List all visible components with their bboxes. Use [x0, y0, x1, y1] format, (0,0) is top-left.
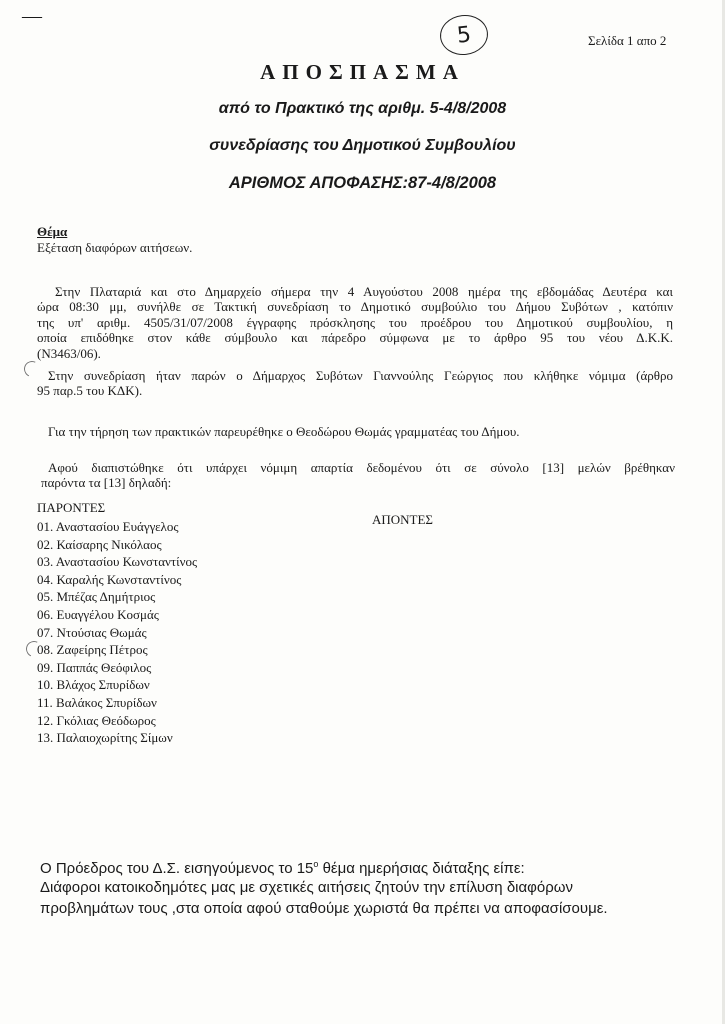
secretary-paragraph: Για την τήρηση των πρακτικών παρευρέθηκε ο Θεοδώρου Θωμάς γραμματέας του Δήμου. [48, 424, 520, 439]
council-session: συνεδρίασης του Δημοτικού Συμβουλίου [209, 137, 516, 154]
subject-text: Εξέταση διαφόρων αιτήσεων. [37, 240, 193, 255]
list-item: 12. Γκόλιας Θεόδωρος [37, 712, 156, 728]
session-line-2: ώρα 08:30 μμ, συνήλθε σε Τακτική συνεδρίαση το Δημοτικό συμβούλιο του Δήμου Συβότων , κατόπιν [37, 299, 673, 315]
session-line-1: Στην Πλαταριά και στο Δημαρχείο σήμερα την 4 Αυγούστου 2008 ημέρα της εβδομάδας Δευτέρα και [55, 284, 673, 299]
list-item: 03. Αναστασίου Κωνσταντίνος [37, 554, 198, 570]
list-item: 10. Βλάχος Σπυρίδων [37, 677, 150, 693]
list-item: 01. Αναστασίου Ευάγγελος [37, 519, 179, 534]
present-members-list [37, 518, 197, 747]
absent-heading: ΑΠΟΝΤΕΣ [372, 512, 434, 527]
list-item: 02. Καίσαρης Νικόλαος [37, 536, 162, 552]
session-line-4: οποία επιδόθηκε στον κάθε σύμβουλο και πάρεδρο σύμφωνα με το άρθρο 95 του νέου Δ.Κ.Κ. [37, 330, 673, 346]
session-line-3: της υπ' αριθμ. 4505/31/07/2008 έγγραφης πρόσκλησης του προέδρου του Δημοτικού συμβουλίου, η [37, 314, 673, 330]
closing-line-3: προβλημάτων τους ,στα οποία αφού σταθούμε χωριστά θα πρέπει να αποφασίσουμε. [40, 900, 608, 917]
handwritten-circled-number [438, 13, 490, 58]
page-number: Σελίδα 1 απο 2 [588, 33, 667, 48]
mayor-paragraph [37, 368, 673, 399]
list-item: 13. Παλαιοχωρίτης Σίμων [37, 730, 173, 746]
present-heading: ΠΑΡΟΝΤΕΣ [37, 500, 106, 515]
list-item: 06. Ευαγγέλου Κοσμάς [37, 606, 159, 622]
document-title: ΑΠΟΣΠΑΣΜΑ [260, 60, 465, 84]
closing-line-2: Διάφοροι κατοικοδημότες μας με σχετικές αιτήσεις ζητούν την επίλυση διαφόρων [40, 879, 573, 896]
decision-number: ΑΡΙΘΜΟΣ ΑΠΟΦΑΣΗΣ:87-4/8/2008 [228, 174, 497, 192]
ordinal-superscript: ο [313, 859, 319, 869]
subject-label: Θέμα [37, 224, 68, 239]
session-paragraph [37, 284, 673, 361]
list-item: 04. Καραλής Κωνσταντίνος [37, 571, 182, 587]
chairman-statement [40, 854, 525, 879]
list-item: 11. Βαλάκος Σπυρίδων [37, 694, 157, 710]
list-item: 05. Μπέζας Δημήτριος [37, 589, 156, 605]
handwritten-number-text: 5 [455, 21, 473, 49]
quorum-paragraph [41, 460, 675, 491]
mayor-line-2: 95 παρ.5 του ΚΔΚ). [37, 383, 143, 399]
list-item: 07. Ντούσιας Θωμάς [37, 624, 147, 640]
minutes-reference: από το Πρακτικό της αριθμ. 5-4/8/2008 [218, 100, 507, 117]
session-line-5: (Ν3463/06). [37, 345, 101, 361]
list-item: 08. Ζαφείρης Πέτρος [37, 642, 148, 658]
mayor-line-1: Στην συνεδρίαση ήταν παρών ο Δήμαρχος Συβότων Γιαννούλης Γεώργιος που κλήθηκε νόμιμα (άρθρο [48, 368, 673, 383]
list-item: 09. Παππάς Θεόφιλος [37, 659, 152, 675]
quorum-line-1: Αφού διαπιστώθηκε ότι υπάρχει νόμιμη απαρτία δεδομένου ότι σε σύνολο [13] μελών βρέθηκαν [48, 460, 675, 475]
corner-pen-mark: — [22, 5, 42, 27]
chairman-statement-start: Ο Πρόεδρος του Δ.Σ. εισηγούμενος το 15 [40, 860, 314, 877]
chairman-statement-end: θέμα ημερήσιας διάταξης είπε: [318, 860, 525, 877]
quorum-line-2: παρόντα τα [13] δηλαδή: [41, 475, 172, 491]
